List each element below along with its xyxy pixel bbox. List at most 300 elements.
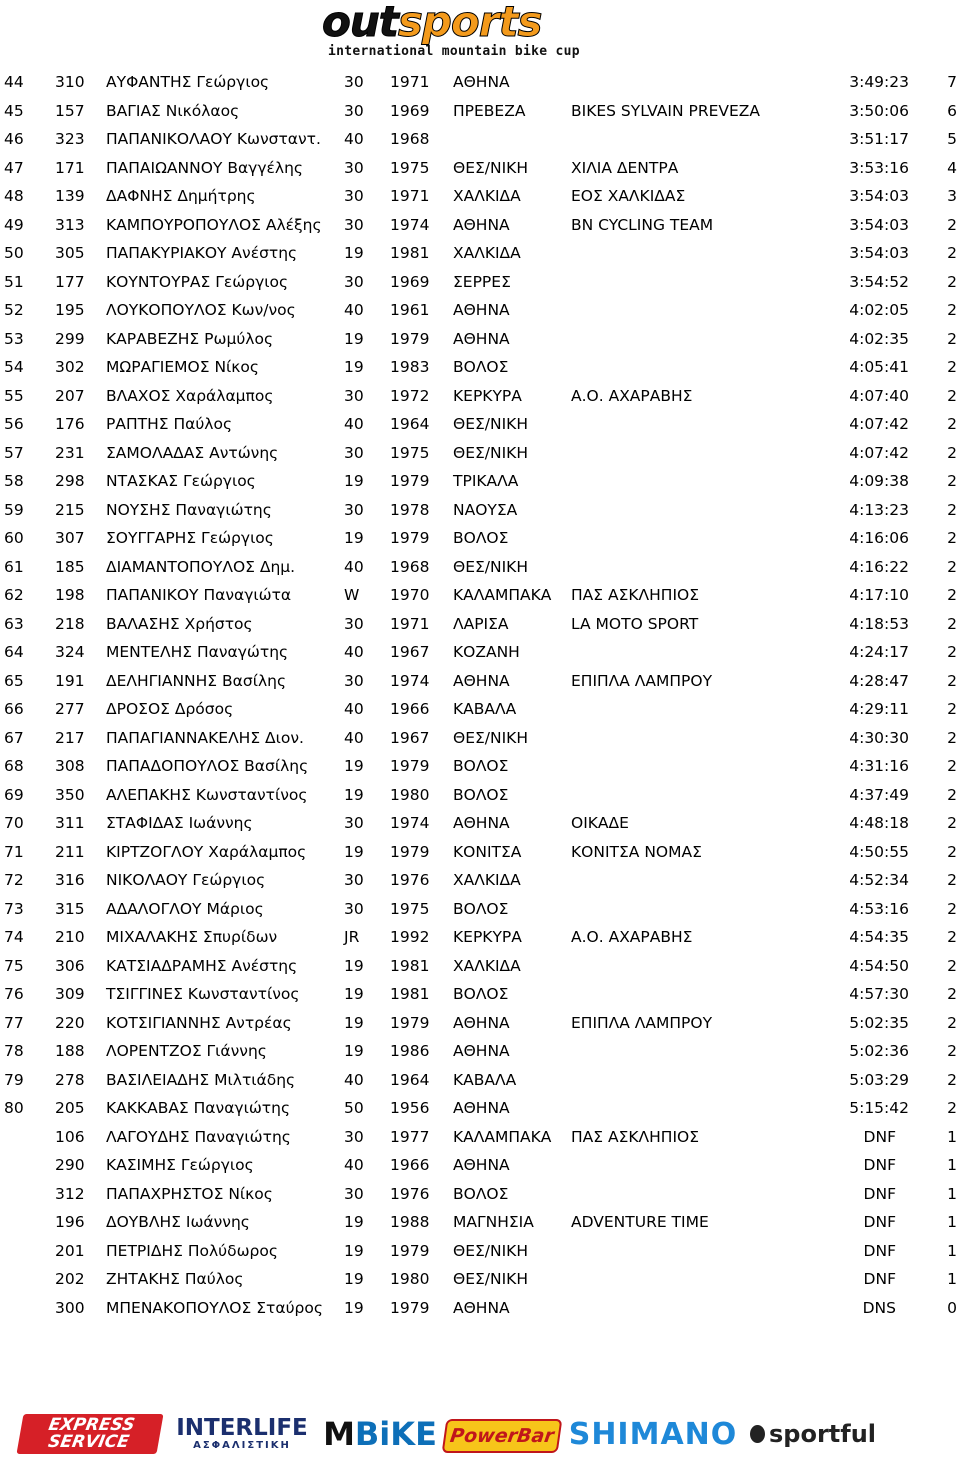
- team-cell: ΟΙΚΑΔΕ: [571, 814, 629, 832]
- finish-time-cell: 4:16:22: [849, 557, 909, 576]
- category-cell: 30: [344, 443, 364, 462]
- category-cell: 50: [344, 1099, 364, 1117]
- logo-wordmark: [322, 0, 542, 46]
- table-row: [0, 353, 960, 382]
- category-cell: 19: [344, 1270, 364, 1288]
- rider-name-cell: ΚΑΤΣΙΑΔΡΑΜΗΣ Ανέστης: [106, 956, 298, 975]
- rider-name-cell: ΛΑΓΟΥΔΗΣ Παναγιώτης: [106, 1127, 291, 1146]
- rider-name-cell: ΜΙΧΑΛΑΚΗΣ Σπυρίδων: [106, 928, 278, 946]
- city-cell: ΜΑΓΝΗΣΙΑ: [453, 1213, 534, 1231]
- bib-number-cell: 278: [55, 1070, 85, 1089]
- position-cell: 76: [4, 985, 24, 1003]
- points-cell: 2: [947, 215, 957, 234]
- finish-time-cell: 3:54:03: [849, 187, 909, 205]
- birth-year-cell: 1979: [390, 842, 430, 861]
- finish-time-cell: 3:54:52: [849, 272, 909, 291]
- city-cell: ΒΟΛΟΣ: [453, 757, 509, 775]
- position-cell: 77: [4, 1013, 24, 1032]
- points-cell: 2: [947, 472, 957, 490]
- bib-number-cell: 299: [55, 329, 85, 348]
- points-cell: 2: [947, 272, 957, 291]
- position-cell: 52: [4, 301, 24, 319]
- rider-name-cell: ΜΠΕΝΑΚΟΠΟΥΛΟΣ Σταύρος: [106, 1298, 323, 1317]
- city-cell: ΘΕΣ/ΝΙΚΗ: [453, 158, 528, 177]
- birth-year-cell: 1980: [390, 785, 430, 804]
- table-row: [0, 97, 960, 126]
- birth-year-cell: 1970: [390, 586, 430, 604]
- position-cell: 50: [4, 244, 24, 262]
- category-cell: 40: [344, 700, 364, 718]
- category-cell: 30: [344, 671, 364, 690]
- rider-name-cell: ΔΡΟΣΟΣ Δρόσος: [106, 700, 234, 718]
- points-cell: 2: [947, 1070, 957, 1089]
- finish-time-cell: 4:05:41: [849, 358, 909, 376]
- position-cell: 56: [4, 415, 24, 433]
- finish-time-cell: 4:28:47: [849, 671, 909, 690]
- position-cell: 67: [4, 728, 24, 747]
- position-cell: 79: [4, 1070, 24, 1089]
- points-cell: 2: [947, 956, 957, 975]
- points-cell: 2: [947, 614, 957, 633]
- table-row: [0, 838, 960, 867]
- finish-time-cell: 4:50:55: [849, 842, 909, 861]
- category-cell: 19: [344, 1042, 364, 1060]
- birth-year-cell: 1975: [390, 443, 430, 462]
- category-cell: 30: [344, 1127, 364, 1146]
- birth-year-cell: 1964: [390, 415, 430, 433]
- position-cell: 54: [4, 358, 24, 376]
- city-cell: ΣΕΡΡΕΣ: [453, 272, 511, 291]
- logo-out-text: out: [322, 0, 398, 46]
- rider-name-cell: ΠΑΠΑΚΥΡΙΑΚΟΥ Ανέστης: [106, 244, 298, 262]
- birth-year-cell: 1967: [390, 728, 430, 747]
- finish-time-cell: 4:09:38: [849, 472, 909, 490]
- rider-name-cell: ΠΑΠΑΝΙΚΟΛΑΟΥ Κωνσταντ.: [106, 130, 321, 148]
- birth-year-cell: 1971: [390, 614, 430, 633]
- rider-name-cell: ΣΟΥΓΓΑΡΗΣ Γεώργιος: [106, 529, 274, 547]
- points-cell: 2: [947, 415, 957, 433]
- page-header: [0, 0, 960, 62]
- category-cell: 19: [344, 757, 364, 775]
- team-cell: LA MOTO SPORT: [571, 614, 699, 633]
- bib-number-cell: 171: [55, 158, 85, 177]
- city-cell: ΑΘΗΝΑ: [453, 814, 510, 832]
- position-cell: 75: [4, 956, 24, 975]
- rider-name-cell: ΚΑΜΠΟΥΡΟΠΟΥΛΟΣ Αλέξης: [106, 215, 322, 234]
- birth-year-cell: 1966: [390, 700, 430, 718]
- category-cell: 40: [344, 557, 364, 576]
- birth-year-cell: 1992: [390, 928, 430, 946]
- finish-time-cell: 4:29:11: [849, 700, 909, 718]
- points-cell: 2: [947, 842, 957, 861]
- points-cell: 6: [947, 101, 957, 120]
- birth-year-cell: 1956: [390, 1099, 430, 1117]
- bib-number-cell: 313: [55, 215, 85, 234]
- city-cell: ΑΘΗΝΑ: [453, 1042, 510, 1060]
- rider-name-cell: ΚΙΡΤΖΟΓΛΟΥ Χαράλαμπος: [106, 842, 307, 861]
- birth-year-cell: 1966: [390, 1156, 430, 1174]
- city-cell: ΚΑΛΑΜΠΑΚΑ: [453, 1127, 552, 1146]
- table-row: [0, 1208, 960, 1237]
- city-cell: ΑΘΗΝΑ: [453, 671, 510, 690]
- rider-name-cell: ΡΑΠΤΗΣ Παύλος: [106, 415, 233, 433]
- birth-year-cell: 1968: [390, 557, 430, 576]
- team-cell: ADVENTURE TIME: [571, 1213, 709, 1231]
- finish-time-cell: 4:54:35: [849, 928, 909, 946]
- bib-number-cell: 290: [55, 1156, 85, 1174]
- team-cell: Α.Ο. ΑΧΑΡΑΒΗΣ: [571, 386, 693, 405]
- bib-number-cell: 309: [55, 985, 85, 1003]
- category-cell: 30: [344, 871, 364, 889]
- finish-time-cell: 4:17:10: [849, 586, 909, 604]
- birth-year-cell: 1978: [390, 500, 430, 519]
- express-service-logo: [16, 1414, 163, 1454]
- category-cell: 19: [344, 329, 364, 348]
- team-cell: BN CYCLING TEAM: [571, 215, 714, 234]
- category-cell: W: [344, 586, 360, 604]
- rider-name-cell: ΑΛΕΠΑΚΗΣ Κωνσταντίνος: [106, 785, 308, 804]
- table-row: [0, 268, 960, 297]
- bib-number-cell: 176: [55, 415, 85, 433]
- finish-time-cell: 4:16:06: [849, 529, 909, 547]
- category-cell: JR: [344, 928, 360, 946]
- bib-number-cell: 218: [55, 614, 85, 633]
- points-cell: 2: [947, 928, 957, 946]
- birth-year-cell: 1979: [390, 1013, 430, 1032]
- category-cell: 40: [344, 1070, 364, 1089]
- category-cell: 40: [344, 1156, 364, 1174]
- table-row: [0, 923, 960, 952]
- category-cell: 19: [344, 529, 364, 547]
- category-cell: 19: [344, 956, 364, 975]
- position-cell: 48: [4, 187, 24, 205]
- city-cell: ΚΑΛΑΜΠΑΚΑ: [453, 586, 552, 604]
- position-cell: 59: [4, 500, 24, 519]
- position-cell: 57: [4, 443, 24, 462]
- rider-name-cell: ΚΟΤΣΙΓΙΑΝΝΗΣ Αντρέας: [106, 1013, 292, 1032]
- points-cell: 2: [947, 871, 957, 889]
- rider-name-cell: ΛΟΥΚΟΠΟΥΛΟΣ Κων/νος: [106, 301, 296, 319]
- bib-number-cell: 220: [55, 1013, 85, 1032]
- position-cell: 69: [4, 785, 24, 804]
- birth-year-cell: 1972: [390, 386, 430, 405]
- bib-number-cell: 308: [55, 757, 85, 775]
- bib-number-cell: 315: [55, 899, 85, 918]
- table-row: [0, 781, 960, 810]
- rider-name-cell: ΠΑΠΑΔΟΠΟΥΛΟΣ Βασίλης: [106, 757, 309, 775]
- table-row: [0, 1265, 960, 1294]
- category-cell: 19: [344, 785, 364, 804]
- points-cell: 2: [947, 500, 957, 519]
- birth-year-cell: 1975: [390, 158, 430, 177]
- bib-number-cell: 217: [55, 728, 85, 747]
- bib-number-cell: 324: [55, 643, 85, 661]
- position-cell: 70: [4, 814, 24, 832]
- bib-number-cell: 177: [55, 272, 85, 291]
- points-cell: 2: [947, 529, 957, 547]
- rider-name-cell: ΠΕΤΡΙΔΗΣ Πολύδωρος: [106, 1241, 278, 1260]
- points-cell: 2: [947, 671, 957, 690]
- category-cell: 30: [344, 187, 364, 205]
- finish-time-cell: 3:50:06: [849, 101, 909, 120]
- rider-name-cell: ΠΑΠΑΝΙΚΟΥ Παναγιώτα: [106, 586, 292, 604]
- bib-number-cell: 311: [55, 814, 85, 832]
- bib-number-cell: 316: [55, 871, 85, 889]
- birth-year-cell: 1979: [390, 329, 430, 348]
- table-row: [0, 638, 960, 667]
- birth-year-cell: 1969: [390, 101, 430, 120]
- birth-year-cell: 1975: [390, 899, 430, 918]
- category-cell: 30: [344, 614, 364, 633]
- position-cell: 58: [4, 472, 24, 490]
- category-cell: 30: [344, 73, 364, 91]
- points-cell: 2: [947, 443, 957, 462]
- birth-year-cell: 1988: [390, 1213, 430, 1231]
- table-row: [0, 553, 960, 582]
- table-row: [0, 695, 960, 724]
- birth-year-cell: 1979: [390, 1298, 430, 1317]
- finish-time-cell: 3:51:17: [849, 130, 909, 148]
- category-cell: 19: [344, 1298, 364, 1317]
- bib-number-cell: 306: [55, 956, 85, 975]
- city-cell: ΑΘΗΝΑ: [453, 329, 510, 348]
- bib-number-cell: 307: [55, 529, 85, 547]
- bib-number-cell: 305: [55, 244, 85, 262]
- table-row: [0, 382, 960, 411]
- city-cell: ΒΟΛΟΣ: [453, 529, 509, 547]
- birth-year-cell: 1974: [390, 215, 430, 234]
- points-cell: 2: [947, 386, 957, 405]
- points-cell: 1: [947, 1270, 957, 1288]
- category-cell: 40: [344, 130, 364, 148]
- category-cell: 19: [344, 985, 364, 1003]
- table-row: [0, 1294, 960, 1323]
- finish-time-cell: 3:54:03: [849, 244, 909, 262]
- table-row: [0, 809, 960, 838]
- table-row: [0, 667, 960, 696]
- table-row: [0, 1037, 960, 1066]
- finish-time-cell: DNS: [862, 1298, 896, 1317]
- finish-time-cell: 4:30:30: [849, 728, 909, 747]
- city-cell: ΑΘΗΝΑ: [453, 301, 510, 319]
- points-cell: 1: [947, 1241, 957, 1260]
- finish-time-cell: DNF: [863, 1213, 896, 1231]
- city-cell: ΑΘΗΝΑ: [453, 1298, 510, 1317]
- finish-time-cell: 4:48:18: [849, 814, 909, 832]
- team-cell: BIKES SYLVAIN PREVEZA: [571, 101, 761, 120]
- rider-name-cell: ΚΑΡΑΒΕΖΗΣ Ρωμύλος: [106, 329, 274, 348]
- category-cell: 19: [344, 1241, 364, 1260]
- finish-time-cell: 4:57:30: [849, 985, 909, 1003]
- rider-name-cell: ΔΟΥΒΛΗΣ Ιωάννης: [106, 1213, 250, 1231]
- table-row: [0, 125, 960, 154]
- position-cell: 62: [4, 586, 24, 604]
- points-cell: 4: [947, 158, 957, 177]
- rider-name-cell: ΑΥΦΑΝΤΗΣ Γεώργιος: [106, 73, 270, 91]
- position-cell: 64: [4, 643, 24, 661]
- position-cell: 68: [4, 757, 24, 775]
- category-cell: 30: [344, 1184, 364, 1203]
- points-cell: 2: [947, 329, 957, 348]
- bib-number-cell: 210: [55, 928, 85, 946]
- rider-name-cell: ΣΑΜΟΛΑΔΑΣ Αντώνης: [106, 443, 279, 462]
- bib-number-cell: 188: [55, 1042, 85, 1060]
- bib-number-cell: 157: [55, 101, 85, 120]
- finish-time-cell: DNF: [863, 1184, 896, 1203]
- rider-name-cell: ΛΟΡΕΝΤΖΟΣ Γιάννης: [106, 1042, 267, 1060]
- express-line1: EXPRESS: [46, 1415, 137, 1435]
- table-row: [0, 1123, 960, 1152]
- points-cell: 1: [947, 1213, 957, 1231]
- position-cell: 53: [4, 329, 24, 348]
- category-cell: 19: [344, 1213, 364, 1231]
- position-cell: 65: [4, 671, 24, 690]
- birth-year-cell: 1967: [390, 643, 430, 661]
- bib-number-cell: 298: [55, 472, 85, 490]
- finish-time-cell: 5:15:42: [849, 1099, 909, 1117]
- city-cell: ΑΘΗΝΑ: [453, 1013, 510, 1032]
- finish-time-cell: 4:54:50: [849, 956, 909, 975]
- table-row: [0, 866, 960, 895]
- category-cell: 30: [344, 215, 364, 234]
- bib-number-cell: 196: [55, 1213, 85, 1231]
- birth-year-cell: 1961: [390, 301, 430, 319]
- table-row: [0, 439, 960, 468]
- table-row: [0, 154, 960, 183]
- interlife-name: INTERLIFE: [176, 1415, 308, 1441]
- table-row: [0, 524, 960, 553]
- position-cell: 71: [4, 842, 24, 861]
- position-cell: 45: [4, 101, 24, 120]
- category-cell: 40: [344, 301, 364, 319]
- city-cell: ΘΕΣ/ΝΙΚΗ: [453, 557, 528, 576]
- birth-year-cell: 1977: [390, 1127, 430, 1146]
- birth-year-cell: 1974: [390, 671, 430, 690]
- rider-name-cell: ΔΑΦΝΗΣ Δημήτρης: [106, 187, 256, 205]
- city-cell: ΧΑΛΚΙΔΑ: [453, 187, 521, 205]
- position-cell: 78: [4, 1042, 24, 1060]
- bib-number-cell: 198: [55, 586, 85, 604]
- team-cell: ΕΠΙΠΛΑ ΛΑΜΠΡΟΥ: [571, 1013, 713, 1032]
- points-cell: 2: [947, 643, 957, 661]
- logo-subtitle: international mountain bike cup: [328, 44, 580, 59]
- bib-number-cell: 106: [55, 1127, 85, 1146]
- points-cell: 2: [947, 728, 957, 747]
- rider-name-cell: ΝΙΚΟΛΑΟΥ Γεώργιος: [106, 871, 266, 889]
- team-cell: ΧΙΛΙΑ ΔΕΝΤΡΑ: [571, 158, 679, 177]
- points-cell: 2: [947, 586, 957, 604]
- bib-number-cell: 185: [55, 557, 85, 576]
- table-row: [0, 496, 960, 525]
- points-cell: 2: [947, 358, 957, 376]
- rider-name-cell: ΣΤΑΦΙΔΑΣ Ιωάννης: [106, 814, 253, 832]
- finish-time-cell: DNF: [863, 1127, 896, 1146]
- table-row: [0, 182, 960, 211]
- rider-name-cell: ΔΕΛΗΓΙΑΝΝΗΣ Βασίλης: [106, 671, 287, 690]
- team-cell: ΠΑΣ ΑΣΚΛΗΠΙΟΣ: [571, 1127, 700, 1146]
- position-cell: 55: [4, 386, 24, 405]
- table-row: [0, 1094, 960, 1123]
- position-cell: 61: [4, 557, 24, 576]
- finish-time-cell: 5:03:29: [849, 1070, 909, 1089]
- city-cell: ΧΑΛΚΙΔΑ: [453, 956, 521, 975]
- bib-number-cell: 205: [55, 1099, 85, 1117]
- table-row: [0, 724, 960, 753]
- points-cell: 1: [947, 1184, 957, 1203]
- city-cell: ΠΡΕΒΕΖΑ: [453, 101, 526, 120]
- position-cell: 51: [4, 272, 24, 291]
- table-row: [0, 980, 960, 1009]
- finish-time-cell: 3:49:23: [849, 73, 909, 91]
- points-cell: 1: [947, 1127, 957, 1146]
- category-cell: 30: [344, 386, 364, 405]
- finish-time-cell: 5:02:36: [849, 1042, 909, 1060]
- points-cell: 2: [947, 1042, 957, 1060]
- points-cell: 2: [947, 1013, 957, 1032]
- city-cell: ΒΟΛΟΣ: [453, 985, 509, 1003]
- bib-number-cell: 215: [55, 500, 85, 519]
- city-cell: ΤΡΙΚΑΛΑ: [453, 472, 519, 490]
- finish-time-cell: 4:53:16: [849, 899, 909, 918]
- rider-name-cell: ΠΑΠΑΓΙΑΝΝΑΚΕΛΗΣ Διον.: [106, 728, 304, 747]
- finish-time-cell: DNF: [863, 1241, 896, 1260]
- table-row: [0, 752, 960, 781]
- outsports-logo: [322, 0, 580, 60]
- points-cell: 0: [947, 1298, 957, 1317]
- rider-name-cell: ΜΕΝΤΕΛΗΣ Παναγώτης: [106, 643, 289, 661]
- points-cell: 2: [947, 700, 957, 718]
- bib-number-cell: 310: [55, 73, 85, 91]
- city-cell: ΚΕΡΚΥΡΑ: [453, 928, 522, 946]
- city-cell: ΒΟΛΟΣ: [453, 1184, 509, 1203]
- finish-time-cell: 4:18:53: [849, 614, 909, 633]
- bib-number-cell: 277: [55, 700, 85, 718]
- birth-year-cell: 1981: [390, 956, 430, 975]
- category-cell: 30: [344, 272, 364, 291]
- table-row: [0, 1180, 960, 1209]
- bib-number-cell: 302: [55, 358, 85, 376]
- table-row: [0, 410, 960, 439]
- city-cell: ΘΕΣ/ΝΙΚΗ: [453, 415, 528, 433]
- birth-year-cell: 1964: [390, 1070, 430, 1089]
- city-cell: ΚΑΒΑΛΑ: [453, 700, 517, 718]
- position-cell: 46: [4, 130, 24, 148]
- city-cell: ΘΕΣ/ΝΙΚΗ: [453, 443, 528, 462]
- shimano-logo: SHIMANO: [568, 1416, 738, 1452]
- powerbar-logo: PowerBar: [442, 1419, 563, 1453]
- birth-year-cell: 1979: [390, 529, 430, 547]
- points-cell: 2: [947, 899, 957, 918]
- table-row: [0, 296, 960, 325]
- birth-year-cell: 1976: [390, 871, 430, 889]
- rider-name-cell: ΑΔΑΛΟΓΛΟΥ Μάριος: [106, 899, 264, 918]
- city-cell: ΑΘΗΝΑ: [453, 73, 510, 91]
- table-row: [0, 1009, 960, 1038]
- position-cell: 72: [4, 871, 24, 889]
- rider-name-cell: ΒΑΓΙΑΣ Νικόλαος: [106, 101, 240, 120]
- sportful-icon: [750, 1425, 765, 1443]
- points-cell: 1: [947, 1156, 957, 1174]
- bib-number-cell: 191: [55, 671, 85, 690]
- city-cell: ΑΘΗΝΑ: [453, 1099, 510, 1117]
- rider-name-cell: ΔΙΑΜΑΝΤΟΠΟΥΛΟΣ Δημ.: [106, 557, 296, 576]
- birth-year-cell: 1979: [390, 1241, 430, 1260]
- table-row: [0, 895, 960, 924]
- logo-sports-text: sports: [397, 0, 542, 46]
- birth-year-cell: 1971: [390, 187, 430, 205]
- birth-year-cell: 1969: [390, 272, 430, 291]
- category-cell: 30: [344, 101, 364, 120]
